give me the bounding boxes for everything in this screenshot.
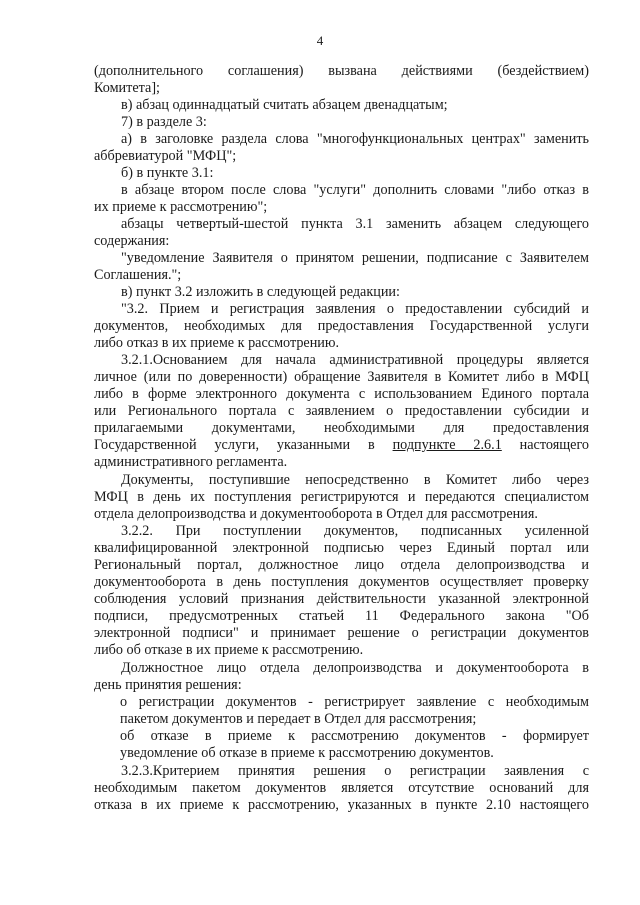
text-line: "3.2. Прием и регистрация заявления о предоставлении субсидий и <box>121 301 589 317</box>
text-line: или Регионального портала с заявлением о предоставлении субсидии и <box>94 403 589 419</box>
text-line: о регистрации документов - регистрирует заявление с необходимым <box>120 694 589 710</box>
text-line: Комитета]; <box>94 80 160 96</box>
text-line: аббревиатурой "МФЦ"; <box>94 148 237 164</box>
text-line: документов, необходимых для предоставления Государственной услуги <box>94 318 589 334</box>
text-line: документооборота в день поступления документов осуществляет проверку <box>94 574 589 590</box>
text-line: Должностное лицо отдела делопроизводства и документооборота в <box>121 660 589 676</box>
text-line: содержания: <box>94 233 170 249</box>
text-line: отдела делопроизводства и документооборота в Отдел для рассмотрения. <box>94 506 538 522</box>
text-line: (дополнительного соглашения) вызвана действиями (бездействием) <box>94 63 589 79</box>
text-span: настоящего <box>519 437 590 453</box>
text-line: в) абзац одиннадцатый считать абзацем двенадцатым; <box>121 97 448 113</box>
text-line: Документы, поступившие непосредственно в Комитет либо через <box>121 472 589 488</box>
text-line: уведомление об отказе в приеме к рассмотрению документов. <box>120 745 494 761</box>
text-line: подписи, предусмотренных статьей 11 Федерального закона "Об <box>94 608 589 624</box>
text-line: б) в пункте 3.1: <box>121 165 214 181</box>
text-line: либо об отказе в их приеме к рассмотрению. <box>94 642 364 658</box>
text-line: 3.2.3.Критерием принятия решения о регистрации заявления с <box>121 763 589 779</box>
text-line: необходимым пакетом документов является отсутствие оснований для <box>94 780 589 796</box>
text-line <box>94 437 589 454</box>
page-number: 4 <box>316 33 324 48</box>
text-line: день принятия решения: <box>94 677 242 693</box>
text-line: МФЦ в день их поступления регистрируются и передаются специалистом <box>94 489 589 505</box>
text-line: пакетом документов и передает в Отдел для рассмотрения; <box>120 711 477 727</box>
text-line: отказа в их приеме к рассмотрению, указанных в пункте 2.10 настоящего <box>94 797 589 813</box>
text-line: их приеме к рассмотрению"; <box>94 199 268 215</box>
text-line: либо в форме электронного документа с использованием Единого портала <box>94 386 589 402</box>
text-line: Соглашения."; <box>94 267 182 283</box>
text-span: Государственной услуги, указанными в <box>94 437 375 453</box>
text-line: личное (или по доверенности) обращение Заявителя в Комитет либо в МФЦ <box>94 369 589 385</box>
text-line: 3.2.1.Основанием для начала административной процедуры является <box>121 352 589 368</box>
text-line: либо отказ в их приеме к рассмотрению. <box>94 335 340 351</box>
text-line: соблюдения условий признания действительности указанной электронной <box>94 591 589 607</box>
text-line: в абзаце втором после слова "услуги" дополнить словами "либо отказ в <box>121 182 589 198</box>
text-line: об отказе в приеме к рассмотрению документов - формирует <box>120 728 589 744</box>
text-line: прилагаемыми документами, необходимыми для предоставления <box>94 420 589 436</box>
text-line: абзацы четвертый-шестой пункта 3.1 заменить абзацем следующего <box>121 216 589 232</box>
text-line: электронной подписи" и принимает решение о регистрации документов <box>94 625 589 641</box>
text-line: в) пункт 3.2 изложить в следующей редакции: <box>121 284 400 300</box>
text-line: Региональный портал, должностное лицо отдела делопроизводства и <box>94 557 589 573</box>
text-line: 7) в разделе 3: <box>121 114 207 130</box>
text-line: административного регламента. <box>94 454 288 470</box>
text-line: 3.2.2. При поступлении документов, подписанных усиленной <box>121 523 589 539</box>
text-line: а) в заголовке раздела слова "многофункциональных центрах" заменить <box>121 131 589 147</box>
subpoint-reference: подпункте 2.6.1 <box>392 437 502 453</box>
text-line: квалифицированной электронной подписью через Единый портал или <box>94 540 589 556</box>
text-line: "уведомление Заявителя о принятом решении, подписание с Заявителем <box>121 250 589 266</box>
